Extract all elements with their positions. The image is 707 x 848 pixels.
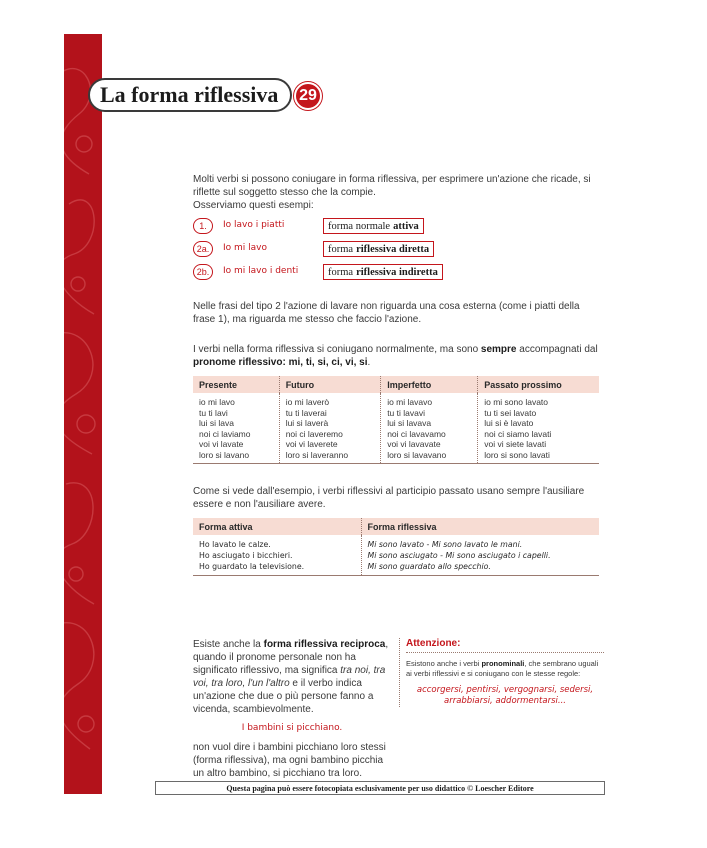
example-sentence: Io mi lavo i denti	[223, 266, 299, 276]
conjugation-form: voi vi lavate	[199, 439, 244, 449]
label-plain: forma normale	[328, 220, 391, 232]
example-number: 2a.	[193, 241, 213, 257]
pronouns-paragraph	[193, 343, 603, 369]
pronouns-text: accompagnati dal	[516, 344, 598, 355]
forms-body-row	[193, 535, 599, 576]
label-plain: forma	[328, 266, 354, 278]
pronouns-text: I verbi nella forma riflessiva si coniugano normalmente, ma sono	[193, 344, 481, 355]
tense-header: Presente	[193, 376, 279, 393]
tense-header: Futuro	[279, 376, 381, 393]
conjugation-column	[279, 393, 381, 464]
pronouns-label: pronome riflessivo:	[193, 357, 286, 368]
conjugation-column	[381, 393, 478, 464]
conjugation-form: tu ti lavi	[199, 407, 228, 418]
example-sentence: Io mi lavo	[223, 243, 267, 253]
forms-table	[193, 518, 599, 576]
intro-text: Molti verbi si possono coniugare in forma riflessiva, per esprimere un'azione che ricade, si riflette sul soggetto stesso che la compie.	[193, 174, 591, 198]
pronominal-verbs-list: accorgersi, pentirsi, vergognarsi, sedersi, arrabbiarsi, addormentarsi...	[416, 685, 594, 706]
conjugation-form: lui si lava	[199, 418, 234, 428]
conjugation-table	[193, 376, 599, 464]
conjugation-form: io mi lavo	[199, 397, 235, 407]
example-row	[193, 218, 593, 234]
label-bold: riflessiva indiretta	[356, 266, 438, 278]
reciprocal-section	[193, 638, 391, 780]
attention-text: Esistono anche i verbi	[406, 659, 482, 668]
page-title: La forma riflessiva	[100, 82, 279, 107]
conjugation-form: loro si lavano	[199, 449, 250, 460]
forms-header: Forma riflessiva	[361, 518, 599, 535]
example-row	[193, 264, 593, 280]
form-example: Mi sono guardato allo specchio.	[367, 562, 491, 571]
intro-paragraph	[193, 173, 603, 212]
tense-header: Passato prossimo	[478, 376, 599, 393]
ribbon-swirl-pattern	[64, 34, 102, 794]
form-example: Mi sono lavato - Mi sono lavato le mani.	[367, 540, 523, 549]
pronouns-end: .	[367, 357, 371, 368]
attention-body	[406, 659, 604, 679]
reflexive-form-column	[361, 535, 599, 576]
reciprocal-text: Esiste anche la	[193, 639, 264, 650]
example-number: 2b.	[193, 264, 213, 280]
example-sentence: Io lavo i piatti	[223, 220, 285, 230]
conjugation-form: loro si sono lavati	[484, 449, 550, 460]
conjugation-column	[478, 393, 599, 464]
conjugation-column	[193, 393, 279, 464]
copyright-footer: Questa pagina può essere fotocopiata esclusivamente per uso didattico © Loescher Editore	[155, 781, 605, 795]
attention-bold: pronominali	[481, 659, 525, 668]
example-number: 1.	[193, 218, 213, 234]
pronouns-emphasis: sempre	[480, 344, 517, 355]
auxiliary-note: Come si vede dall'esempio, i verbi riflessivi al participio passato usano sempre l'ausiliare essere e non l'ausiliare avere.	[193, 486, 585, 510]
form-example: Ho guardato la televisione.	[199, 562, 305, 571]
conjugation-form: lui si lavava	[387, 418, 432, 428]
attention-box	[399, 638, 604, 707]
attention-title: Attenzione:	[406, 638, 604, 653]
page-title-box	[88, 78, 292, 112]
form-example: Mi sono asciugato - Mi sono asciugato i capelli.	[367, 551, 551, 560]
conjugation-form: noi ci siamo lavati	[484, 428, 552, 439]
example-form-label	[323, 264, 443, 280]
conjugation-form: lui si laverà	[285, 418, 329, 428]
form-example: Ho asciugato i bicchieri.	[199, 551, 293, 560]
conjugation-form: voi vi laverete	[285, 439, 338, 449]
conjugation-body-row	[193, 393, 599, 464]
active-form-column	[193, 535, 361, 576]
example-row	[193, 241, 593, 257]
forms-header: Forma attiva	[193, 518, 361, 535]
reciprocal-after: non vuol dire i bambini picchiano loro stessi (forma riflessiva), ma ogni bambino picchia un altro bambino, si picchiano tra loro.	[193, 742, 386, 779]
conjugation-form: lui si è lavato	[484, 418, 534, 428]
reciprocal-text: e il verbo indica un'azione che due o più persone fanno a vicenda, scambievolmente.	[193, 678, 374, 715]
conjugation-form: loro si laveranno	[285, 449, 349, 460]
conjugation-form: io mi lavavo	[387, 397, 433, 407]
attention-text: , che sembrano uguali ai verbi riflessivi e si coniugano con le stesse regole:	[406, 659, 599, 678]
conjugation-form: tu ti laverai	[285, 407, 327, 418]
conjugation-form: voi vi siete lavati	[484, 439, 547, 449]
label-bold: attiva	[393, 220, 419, 232]
conjugation-form: loro si lavavano	[387, 449, 447, 460]
reciprocal-italic: tra noi, tra voi, tra loro, l'un l'altro	[193, 665, 386, 689]
pronouns-list: mi, ti, si, ci, vi, si	[288, 357, 368, 368]
conjugation-form: noi ci lavavamo	[387, 428, 446, 439]
label-plain: forma	[328, 243, 354, 255]
reciprocal-text: , quando il pronome personale non ha significato riflessivo, ma significa	[193, 639, 389, 676]
conjugation-form: tu ti sei lavato	[484, 407, 537, 418]
reciprocal-example: I bambini si picchiano.	[241, 723, 343, 733]
conjugation-form: io mi laverò	[285, 397, 330, 407]
example-form-label	[323, 218, 424, 234]
explanation-paragraph: Nelle frasi del tipo 2 l'azione di lavare non riguarda una cosa esterna (come i piatti della frase 1), ma riguarda me stesso che faccio l'azione.	[193, 301, 580, 325]
decorative-ribbon	[64, 34, 102, 794]
form-example: Ho lavato le calze.	[199, 540, 271, 549]
example-form-label	[323, 241, 434, 257]
conjugation-form: noi ci laveremo	[285, 428, 343, 439]
label-bold: riflessiva diretta	[356, 243, 430, 255]
conjugation-form: io mi sono lavato	[484, 397, 549, 407]
conjugation-form: noi ci laviamo	[199, 428, 251, 439]
forms-header-row	[193, 518, 599, 535]
chapter-number-badge: 29	[294, 82, 322, 110]
conjugation-header-row	[193, 376, 599, 393]
conjugation-form: voi vi lavavate	[387, 439, 441, 449]
intro-lead: Osserviamo questi esempi:	[193, 200, 314, 211]
reciprocal-bold: forma riflessiva reciproca	[263, 639, 386, 650]
conjugation-form: tu ti lavavi	[387, 407, 425, 418]
tense-header: Imperfetto	[381, 376, 478, 393]
